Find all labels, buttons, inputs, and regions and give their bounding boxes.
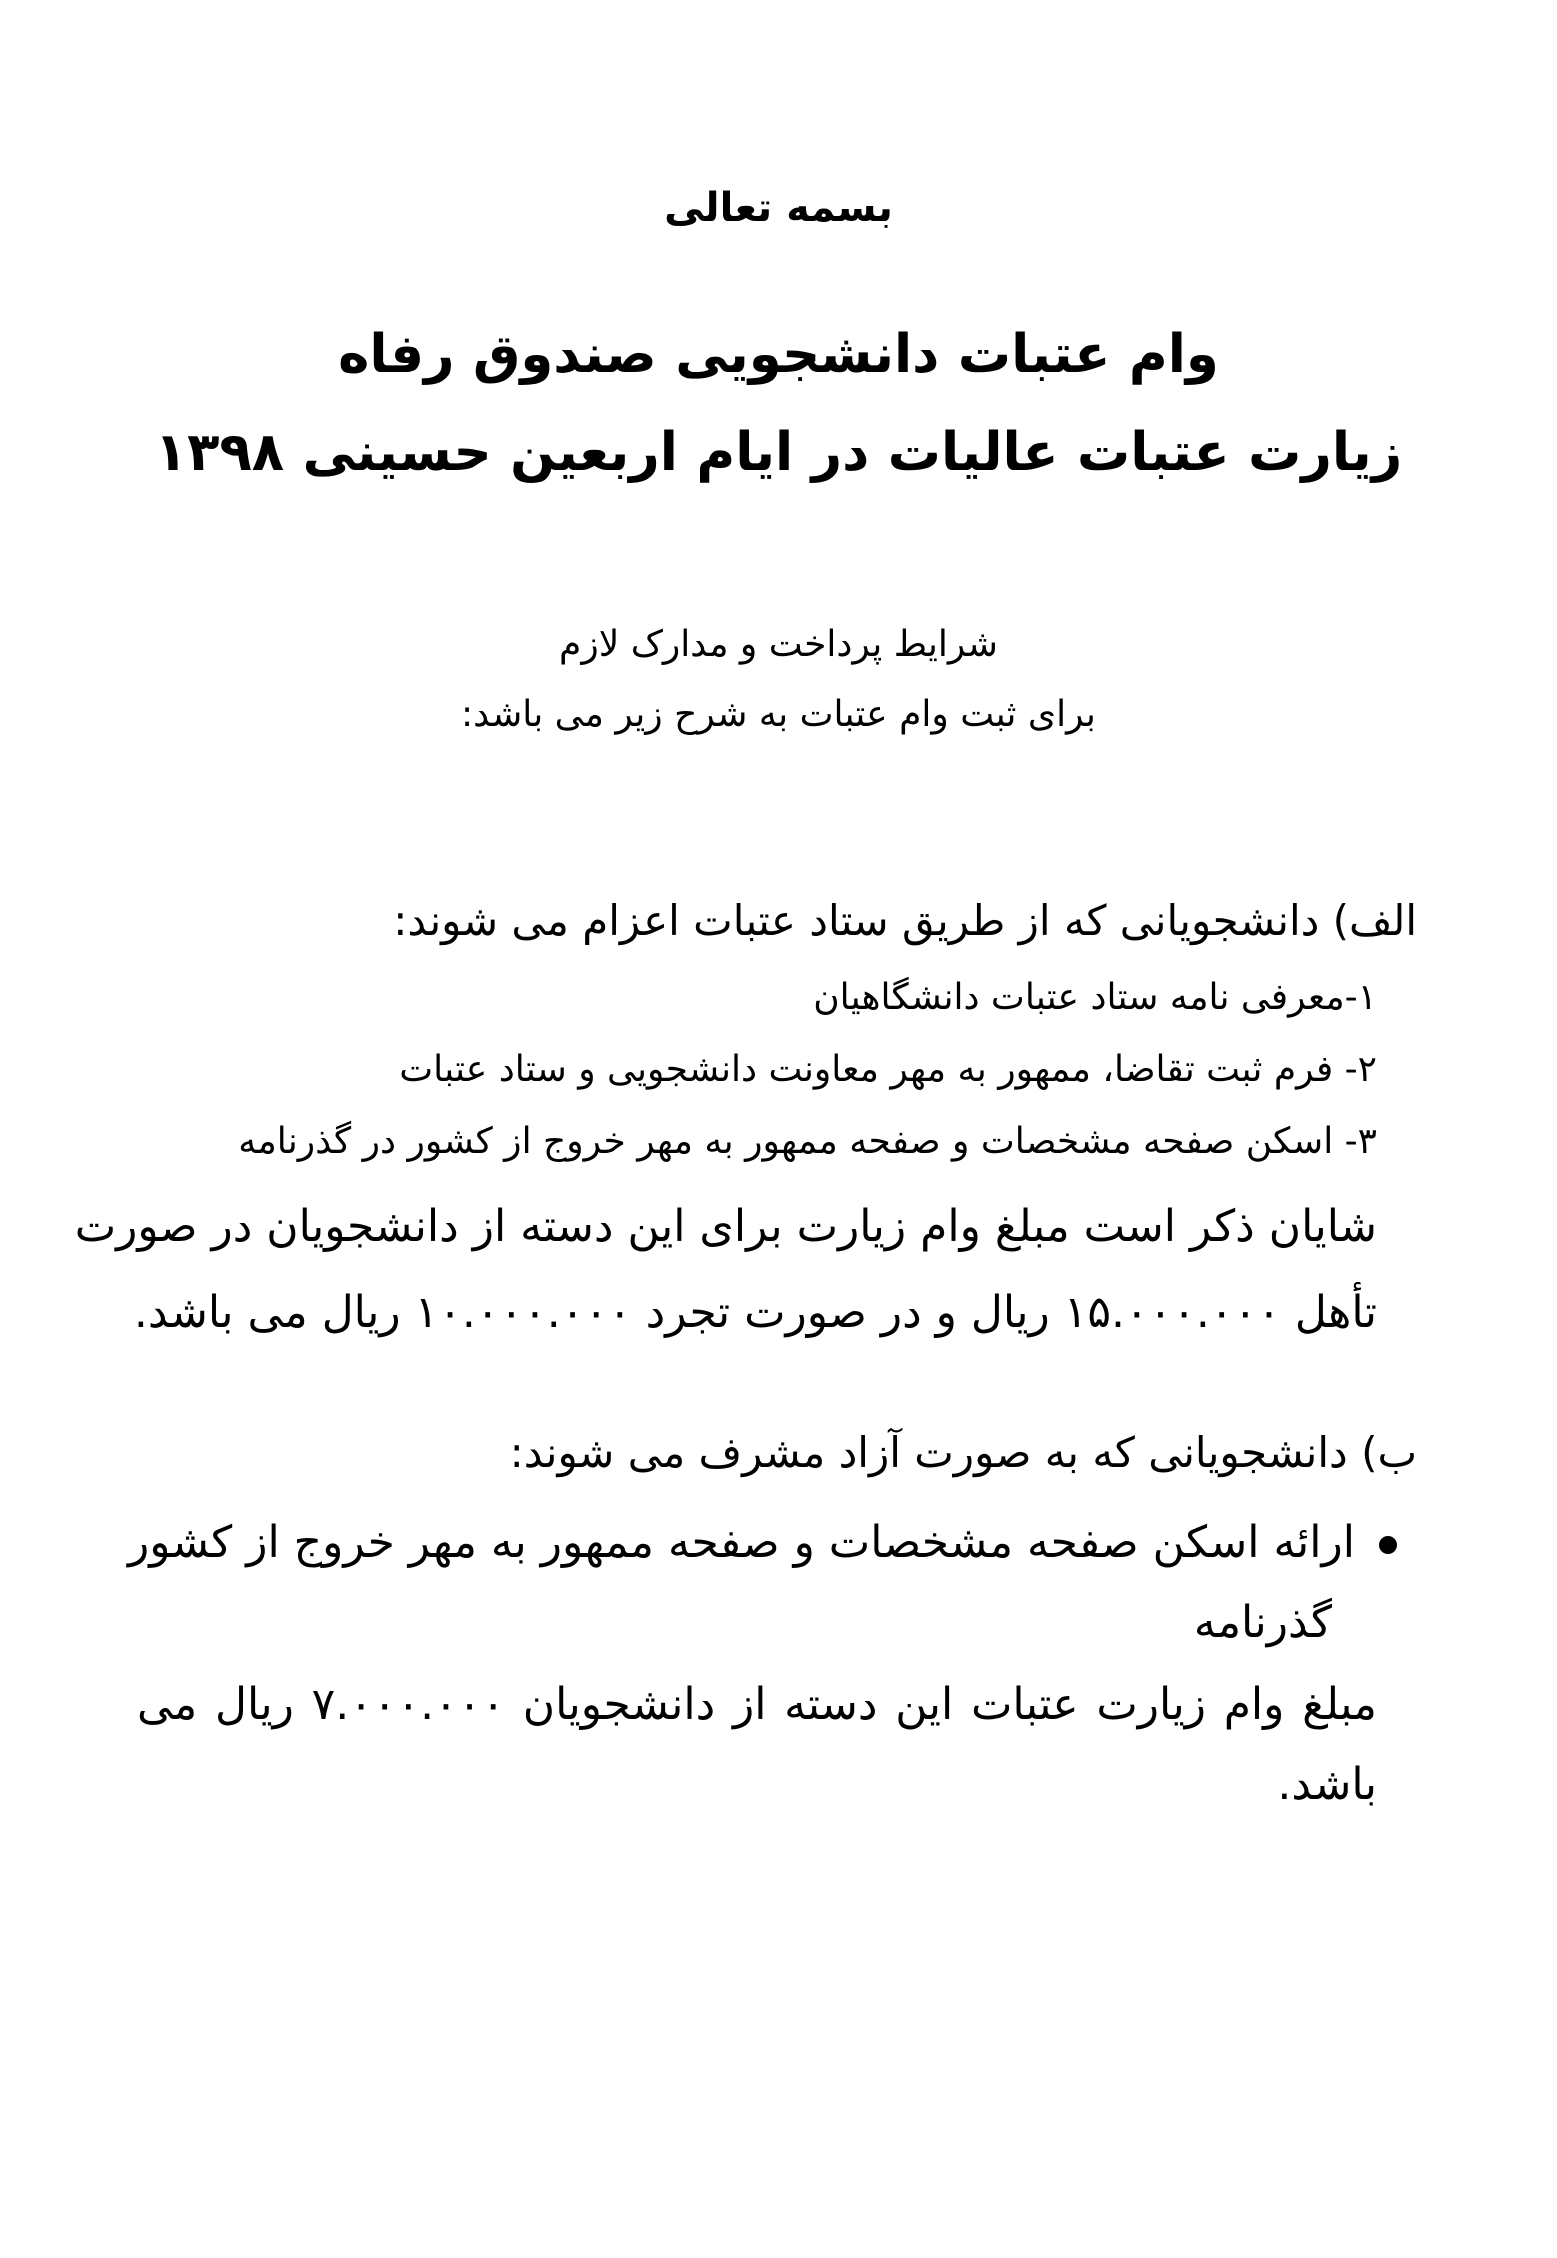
bullet-icon — [1379, 1536, 1397, 1554]
document-title-line-1: وام عتبات دانشجویی صندوق رفاه — [338, 324, 1219, 385]
section-a-item-1: ۱-معرفی نامه ستاد عتبات دانشگاهیان — [813, 977, 1377, 1018]
section-a-item-2: ۲- فرم ثبت تقاضا، ممهور به مهر معاونت دانشجویی و ستاد عتبات — [399, 1049, 1377, 1090]
section-b-note-line-1: مبلغ وام زیارت عتبات این دسته از دانشجویان ۷.۰۰۰.۰۰۰ ریال می — [137, 1679, 1377, 1730]
section-b-note-line-2: باشد. — [1277, 1759, 1377, 1810]
section-a-note-line-2: تأهل ۱۵.۰۰۰.۰۰۰ ریال و در صورت تجرد ۱۰.۰۰۰.۰۰۰ ریال می باشد. — [133, 1287, 1377, 1338]
section-a-item-3: ۳- اسکن صفحه مشخصات و صفحه ممهور به مهر خروج از کشور در گذرنامه — [238, 1121, 1377, 1162]
section-a-note-line-1: شایان ذکر است مبلغ وام زیارت برای این دسته از دانشجویان در صورت — [74, 1201, 1377, 1252]
subtitle-line-1: شرایط پرداخت و مدارک لازم — [559, 624, 998, 665]
subtitle-line-2: برای ثبت وام عتبات به شرح زیر می باشد: — [461, 694, 1096, 735]
basmala: بسمه تعالی — [664, 185, 893, 231]
section-b-bullet-line-2: گذرنامه — [1193, 1597, 1332, 1648]
section-b-bullet-item — [128, 1510, 1397, 1576]
section-a-heading: الف) دانشجویانی که از طریق ستاد عتبات اعزام می شوند: — [393, 896, 1417, 945]
section-b-bullet-line-1: ارائه اسکن صفحه مشخصات و صفحه ممهور به مهر خروج از کشور — [128, 1517, 1355, 1568]
section-b-heading: ب) دانشجویانی که به صورت آزاد مشرف می شوند: — [509, 1428, 1417, 1477]
document-title-line-2: زیارت عتبات عالیات در ایام اربعین حسینی ۱۳۹۸ — [154, 422, 1403, 483]
